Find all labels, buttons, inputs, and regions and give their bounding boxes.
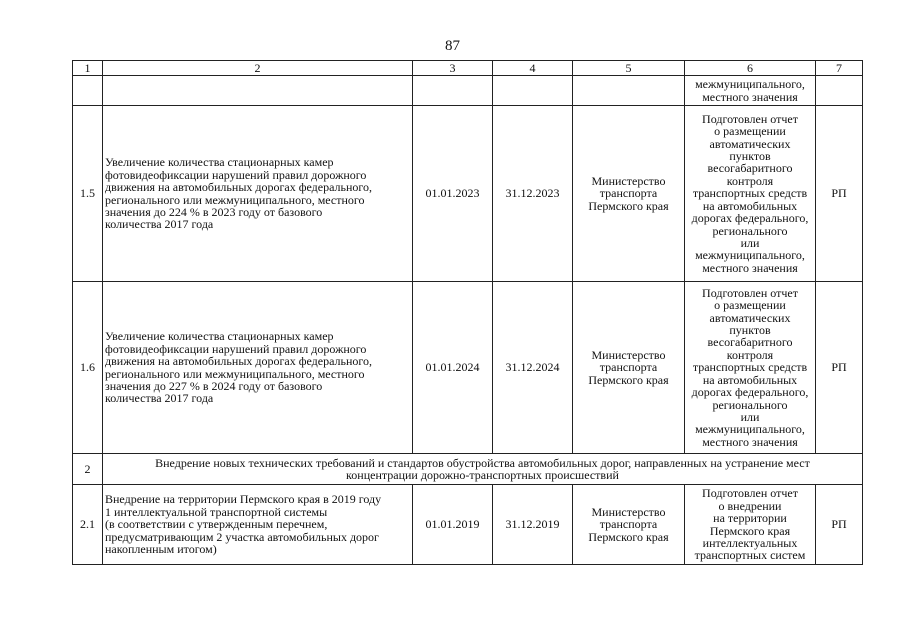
end-date: 31.12.2019 <box>505 517 560 532</box>
column-number-row <box>73 61 863 76</box>
document-type: РП <box>831 360 847 375</box>
continuation-row <box>73 76 863 106</box>
end-date: 31.12.2024 <box>505 360 560 375</box>
responsible-cell: Министерство транспорта Пермского края <box>588 173 669 213</box>
column-number: 5 <box>573 61 685 76</box>
table-row <box>73 106 863 282</box>
responsible-cell: Министерство транспорта Пермского края <box>588 347 669 387</box>
result-cell: Подготовлен отчет о внедрении на территории Пермского края интеллектуальных транспортных систем <box>694 486 806 563</box>
start-date: 01.01.2023 <box>425 186 480 201</box>
table-row <box>73 485 863 565</box>
document-type: РП <box>831 186 847 201</box>
end-date: 31.12.2023 <box>505 186 560 201</box>
section-number: 2 <box>84 461 91 476</box>
table-row <box>73 282 863 454</box>
start-date: 01.01.2024 <box>425 360 480 375</box>
column-number: 4 <box>493 61 573 76</box>
result-cell: межмуниципального, местного значения <box>695 77 805 104</box>
column-number: 6 <box>685 61 816 76</box>
responsible-cell: Министерство транспорта Пермского края <box>588 504 669 544</box>
row-number: 1.5 <box>80 186 95 201</box>
column-number: 1 <box>73 61 103 76</box>
start-date: 01.01.2019 <box>425 517 480 532</box>
section-row <box>73 454 863 485</box>
result-cell: Подготовлен отчет о размещении автоматических пунктов весогабаритного контроля транспортных средств на автомобильных дорогах федерального, регионального или межмуниципального, местного значения <box>691 285 809 449</box>
description-cell: Увеличение количества стационарных камер фотовидеофиксации нарушений правил дорожного движения на автомобильных дорогах федерального, регионального или межмуниципального, местного значения до 224 % в 2023 году от базового количества 2017 года <box>105 155 373 232</box>
section-title: Внедрение новых технических требований и стандартов обустройства автомобильных дорог, направленных на устранение мест концентрации дорожно-транспортных происшествий <box>155 455 810 482</box>
column-number: 3 <box>413 61 493 76</box>
document-type: РП <box>831 517 847 532</box>
result-cell: Подготовлен отчет о размещении автоматических пунктов весогабаритного контроля транспортных средств на автомобильных дорогах федерального, регионального или межмуниципального, местного значения <box>691 111 809 275</box>
column-number: 2 <box>103 61 413 76</box>
plan-table <box>72 60 863 565</box>
page-number: 87 <box>445 38 460 54</box>
description-cell: Внедрение на территории Пермского края в 2019 году 1 интеллектуальной транспортной системы (в соответствии с утвержденным перечнем, предусматривающим 2 участка автомобильных дорог накопленным итогом) <box>105 492 382 557</box>
description-cell: Увеличение количества стационарных камер фотовидеофиксации нарушений правил дорожного движения на автомобильных дорогах федерального, регионального или межмуниципального, местного значения до 227 % в 2024 году от базового количества 2017 года <box>105 329 373 406</box>
row-number: 1.6 <box>80 360 95 375</box>
row-number: 2.1 <box>80 517 95 532</box>
column-number: 7 <box>816 61 863 76</box>
